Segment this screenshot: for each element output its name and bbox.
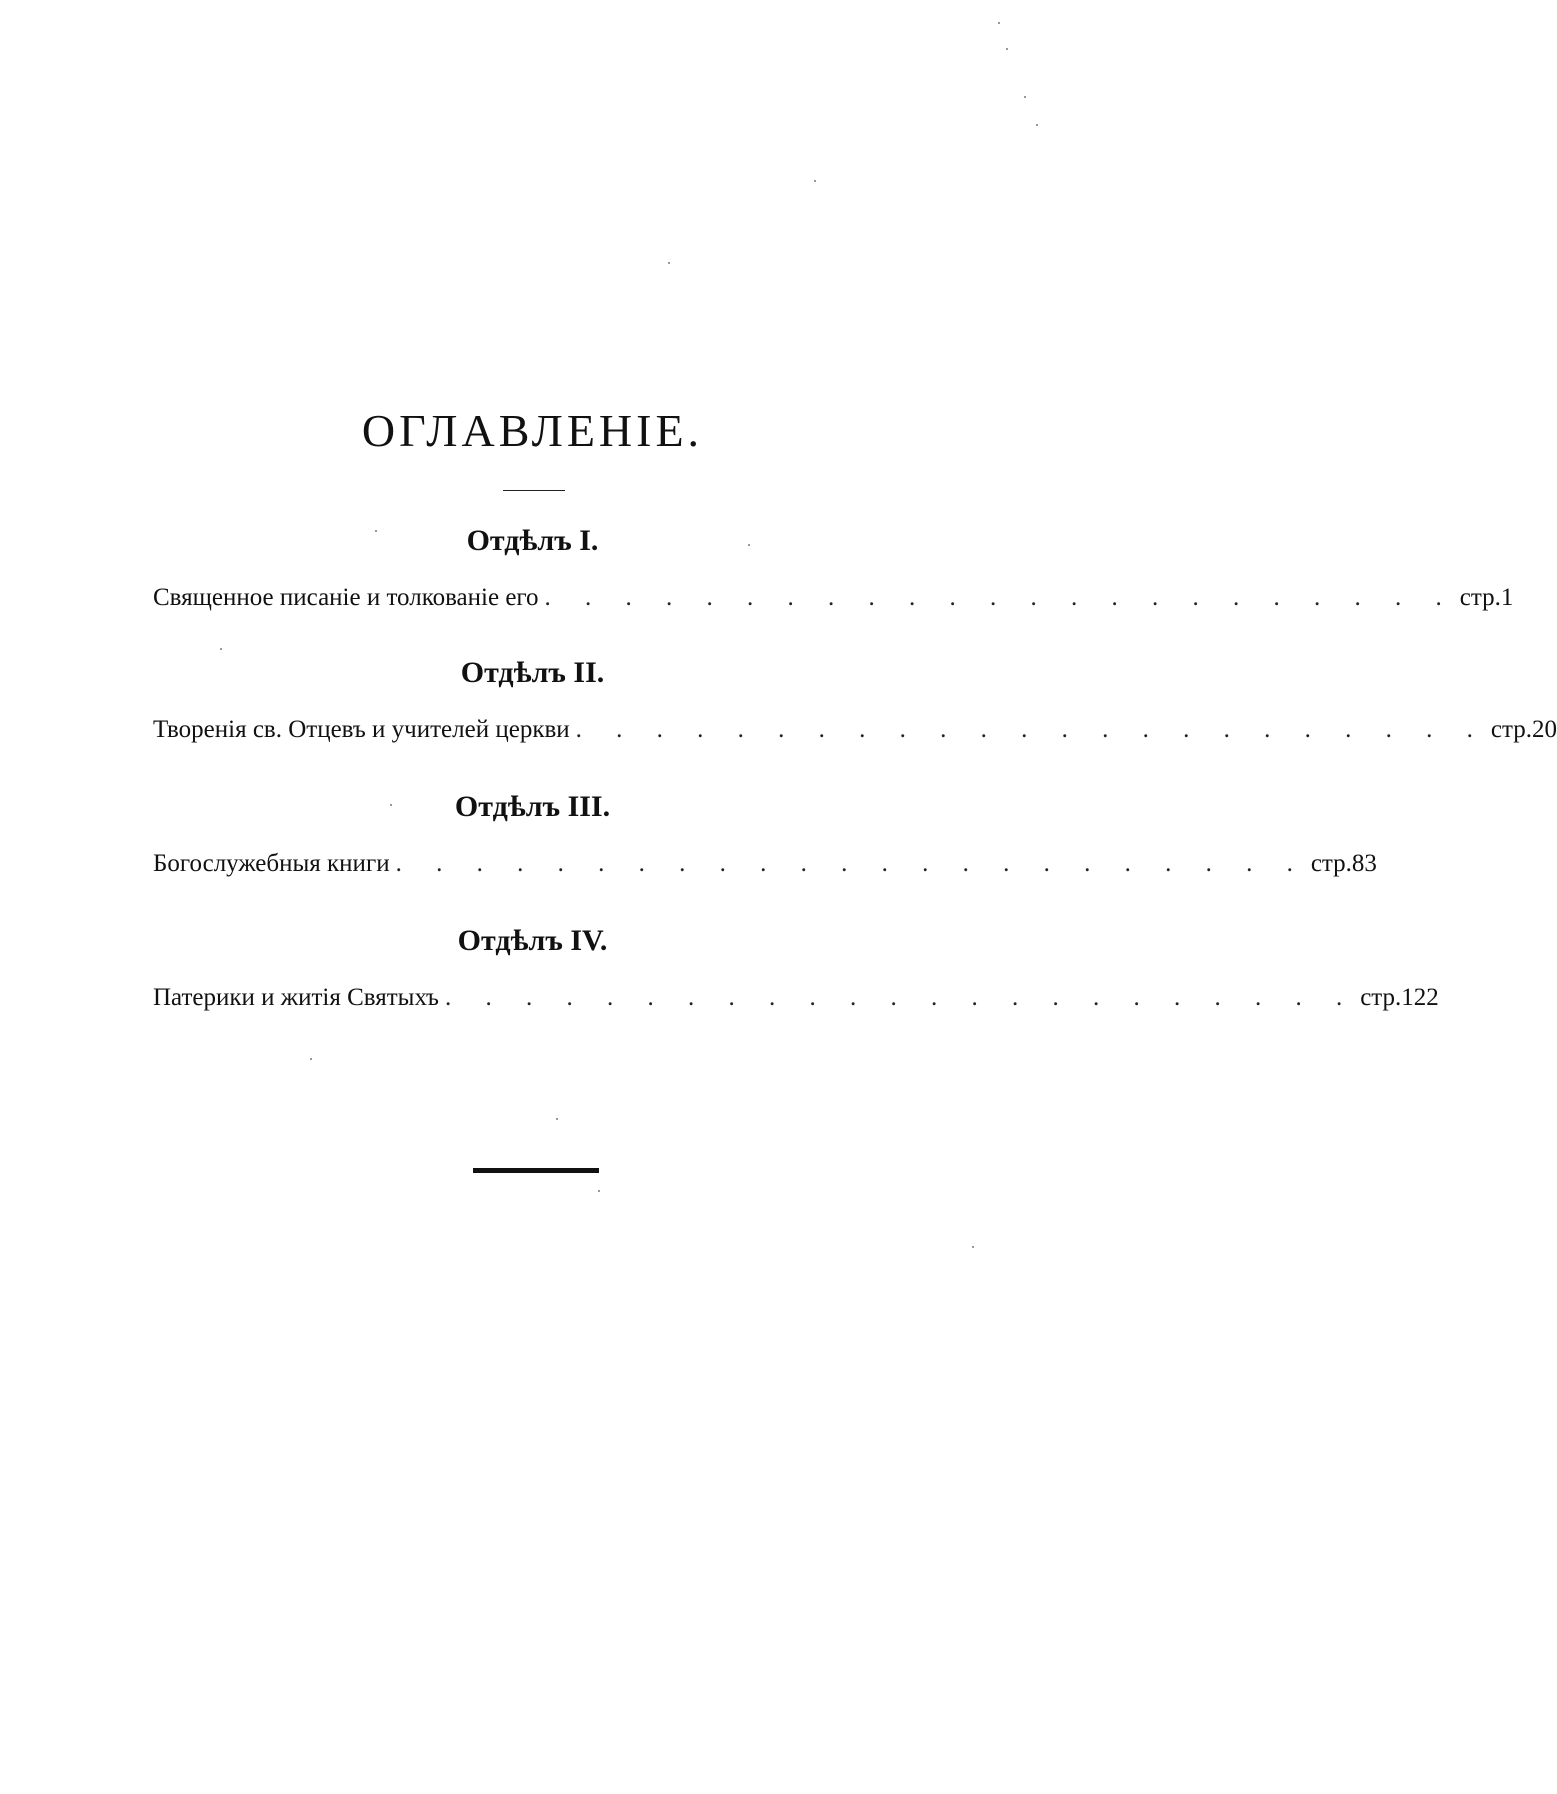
scan-speck bbox=[220, 648, 222, 650]
page-prefix: стр. bbox=[1310, 850, 1352, 877]
dot-leader: . . . . . . . . . . . . . . . . . . . . . . . bbox=[395, 850, 1307, 877]
page-number: 1 bbox=[1500, 584, 1514, 611]
scan-speck bbox=[1036, 124, 1038, 126]
scan-speck bbox=[1024, 96, 1026, 98]
closing-rule bbox=[473, 1168, 599, 1173]
scan-speck bbox=[998, 22, 1000, 24]
title-rule bbox=[503, 490, 565, 491]
dot-leader: . . . . . . . . . . . . . . . . . . . . . . . bbox=[544, 584, 1456, 611]
page-prefix: стр. bbox=[1360, 984, 1402, 1011]
section-heading-3: Отдѣлъ III. bbox=[454, 790, 611, 823]
page-number: 83 bbox=[1351, 850, 1377, 877]
section-heading-4: Отдѣлъ IV. bbox=[457, 924, 608, 957]
toc-entry-title: Творенія св. Отцевъ и учителей церкви bbox=[153, 716, 570, 743]
toc-entry-1 bbox=[153, 582, 1514, 614]
page-number: 122 bbox=[1401, 984, 1439, 1011]
toc-entry-3 bbox=[153, 848, 1377, 880]
page-prefix: стр. bbox=[1459, 584, 1501, 611]
page-number: 20 bbox=[1531, 716, 1557, 743]
scan-speck bbox=[556, 1118, 558, 1120]
scan-speck bbox=[668, 262, 670, 264]
scan-speck bbox=[748, 544, 750, 546]
scan-speck bbox=[1006, 48, 1008, 50]
dot-leader: . . . . . . . . . . . . . . . . . . . . . . . bbox=[575, 716, 1487, 743]
scan-speck bbox=[814, 180, 816, 182]
section-heading-2: Отдѣлъ II. bbox=[460, 656, 605, 689]
toc-entry-2 bbox=[153, 714, 1557, 746]
scan-speck bbox=[310, 1058, 312, 1060]
toc-entry-title: Священное писаніе и толкованіе его bbox=[153, 584, 539, 611]
scan-speck bbox=[375, 530, 377, 532]
dot-leader: . . . . . . . . . . . . . . . . . . . . . . . bbox=[444, 984, 1357, 1011]
page-prefix: стр. bbox=[1490, 716, 1532, 743]
toc-entry-title: Патерики и житія Святыхъ bbox=[153, 984, 439, 1011]
page-title: ОГЛАВЛЕНІЕ. bbox=[361, 405, 704, 456]
toc-entry-title: Богослужебныя книги bbox=[153, 850, 390, 877]
scan-speck bbox=[390, 804, 392, 806]
scan-speck bbox=[972, 1246, 974, 1248]
scan-speck bbox=[598, 1190, 600, 1192]
section-heading-1: Отдѣлъ I. bbox=[466, 524, 599, 557]
toc-entry-4 bbox=[153, 982, 1439, 1014]
